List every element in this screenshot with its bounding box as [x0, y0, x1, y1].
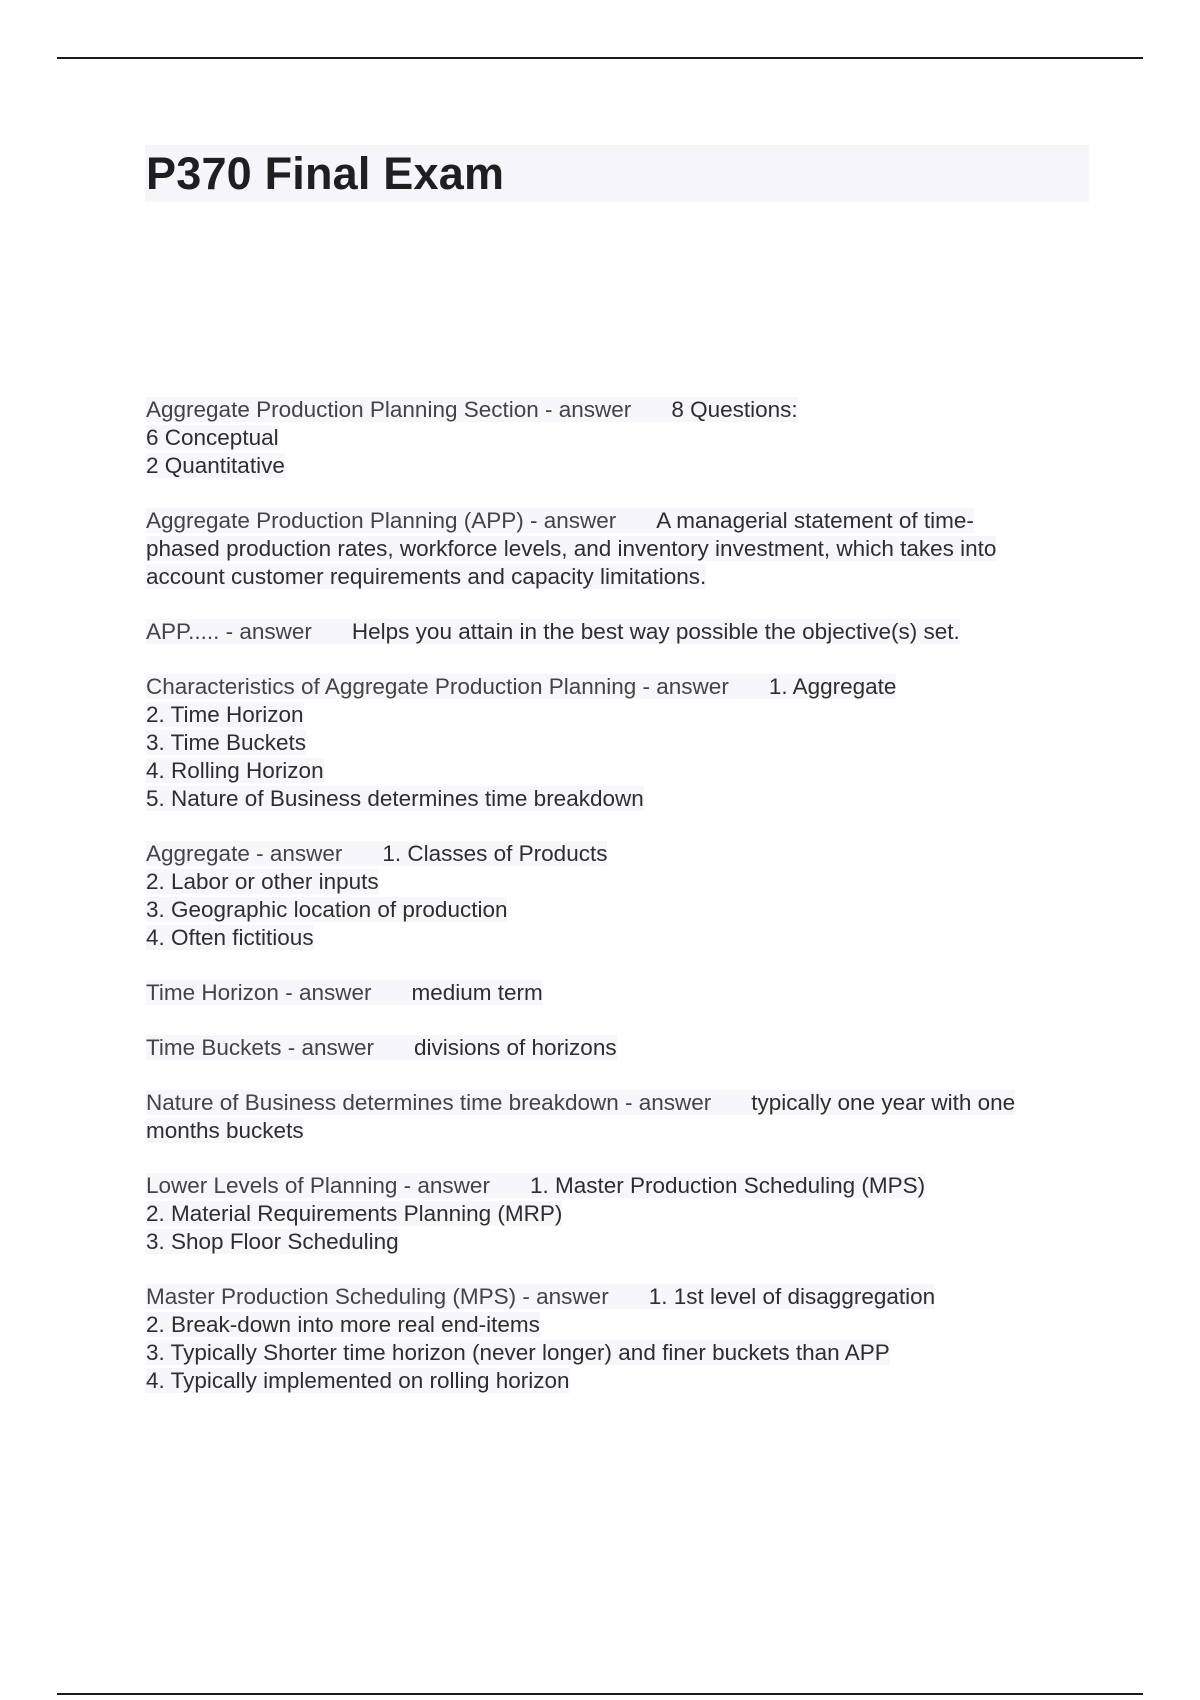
- top-rule: [57, 57, 1143, 59]
- entry-term: Aggregate - answer: [146, 841, 343, 866]
- entry-answer-line: 2. Break-down into more real end-items: [146, 1312, 540, 1337]
- entry-answer-line: 3. Typically Shorter time horizon (never longer) and finer buckets than APP: [146, 1340, 890, 1365]
- entry-answer-line: 3. Time Buckets: [146, 730, 307, 755]
- flashcard-entry: [146, 1172, 1090, 1256]
- entry-answer-line: medium term: [411, 980, 543, 1005]
- entry-answer-line: 2 Quantitative: [146, 453, 285, 478]
- entry-answer-line: 1. Classes of Products: [382, 841, 608, 866]
- entry-term: Time Horizon - answer: [146, 980, 372, 1005]
- entry-answer-line: 5. Nature of Business determines time breakdown: [146, 786, 644, 811]
- entry-answer-line: 3. Geographic location of production: [146, 897, 508, 922]
- entry-answer-line: typically one year with one: [751, 1090, 1016, 1115]
- flashcard-entry: [146, 979, 1090, 1007]
- flashcard-entry: [146, 1034, 1090, 1062]
- entry-answer-line: Helps you attain in the best way possible the objective(s) set.: [351, 619, 960, 644]
- bottom-rule: [57, 1693, 1143, 1695]
- entry-term: APP..... - answer: [146, 619, 312, 644]
- entry-answer-line: 2. Material Requirements Planning (MRP): [146, 1201, 563, 1226]
- entry-term: Aggregate Production Planning Section - answer: [146, 397, 632, 422]
- entry-term: Nature of Business determines time breakdown - answer: [146, 1090, 712, 1115]
- entry-term: Master Production Scheduling (MPS) - answer: [146, 1284, 609, 1309]
- entry-answer-line: 6 Conceptual: [146, 425, 279, 450]
- entry-answer-line: 3. Shop Floor Scheduling: [146, 1229, 399, 1254]
- entry-term: Lower Levels of Planning - answer: [146, 1173, 490, 1198]
- entry-answer-line: account customer requirements and capacity limitations.: [146, 564, 707, 589]
- entry-answer-line: divisions of horizons: [413, 1035, 617, 1060]
- entry-term: Time Buckets - answer: [146, 1035, 374, 1060]
- entry-answer-line: months buckets: [146, 1118, 304, 1143]
- entry-answer-line: 1. Master Production Scheduling (MPS): [529, 1173, 926, 1198]
- flashcard-entry: [146, 507, 1090, 591]
- entry-answer-line: 2. Time Horizon: [146, 702, 304, 727]
- entry-term: Characteristics of Aggregate Production Planning - answer: [146, 674, 729, 699]
- flashcard-entry: [146, 673, 1090, 813]
- entry-answer-line: 4. Typically implemented on rolling horizon: [146, 1368, 570, 1393]
- entry-answer-line: 1. 1st level of disaggregation: [648, 1284, 936, 1309]
- entry-answer-line: 8 Questions:: [671, 397, 798, 422]
- flashcard-entry: [146, 396, 1090, 480]
- document-title: P370 Final Exam: [146, 148, 505, 199]
- flashcard-list: [146, 396, 1090, 1422]
- entry-answer-line: phased production rates, workforce levels, and inventory investment, which takes into: [146, 536, 997, 561]
- entry-term: Aggregate Production Planning (APP) - answer: [146, 508, 617, 533]
- entry-answer-line: 4. Rolling Horizon: [146, 758, 324, 783]
- entry-answer-line: 4. Often fictitious: [146, 925, 314, 950]
- flashcard-entry: [146, 840, 1090, 952]
- flashcard-entry: [146, 1089, 1090, 1145]
- entry-answer-line: 2. Labor or other inputs: [146, 869, 379, 894]
- entry-answer-line: A managerial statement of time-: [656, 508, 974, 533]
- flashcard-entry: [146, 618, 1090, 646]
- flashcard-entry: [146, 1283, 1090, 1395]
- entry-answer-line: 1. Aggregate: [768, 674, 897, 699]
